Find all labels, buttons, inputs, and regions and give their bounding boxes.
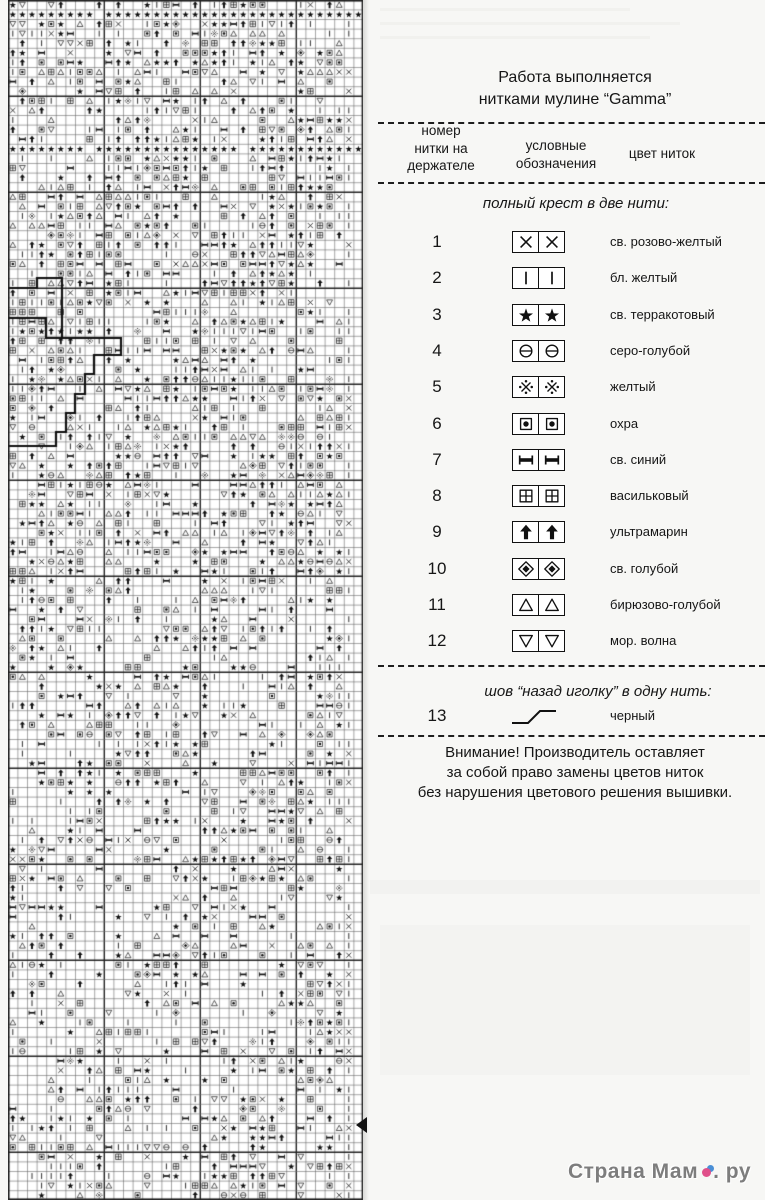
column-header-number <box>407 122 475 175</box>
full-cross-section-title: полный крест в две нити: <box>482 195 670 212</box>
symbol-cell <box>513 305 538 325</box>
dashed-divider <box>378 665 765 667</box>
symbol-cell <box>538 414 564 434</box>
symbol-cell <box>538 522 564 542</box>
thread-color-name: св. голубой <box>610 560 679 576</box>
star-icon <box>512 304 565 326</box>
symbol-cell <box>538 341 564 361</box>
symbol-cell <box>538 305 564 325</box>
thread-color-name: св. терракотовый <box>610 306 715 322</box>
symbol-cell <box>538 450 564 470</box>
watermark-text: Страна Мам <box>568 1160 699 1183</box>
bleed-through-shade <box>380 925 750 1075</box>
cross-icon <box>512 231 565 253</box>
thread-number: 1 <box>432 232 442 251</box>
thread-color-name: ультрамарин <box>610 524 688 540</box>
legend-row <box>378 448 765 472</box>
cross-stitch-chart-grid <box>8 0 364 1200</box>
bleed-through-shade <box>380 36 650 39</box>
diamond-icon <box>512 558 565 580</box>
symbol-cell <box>513 341 538 361</box>
column-header-number-line: номер <box>421 123 461 138</box>
thread-color-name: охра <box>610 415 639 431</box>
watermark-text: . ру <box>713 1160 752 1183</box>
thread-color-name: черный <box>610 708 656 723</box>
bar-icon <box>512 267 565 289</box>
symbol-cell <box>538 377 564 397</box>
symbol-cell <box>538 486 564 506</box>
column-header-symbol-line: обозначения <box>515 155 597 171</box>
reference-mark-icon <box>512 376 565 398</box>
notice-line3: без нарушения цветового решения вышивки. <box>417 784 733 801</box>
thread-number: 2 <box>432 268 442 288</box>
column-header-symbol-line: условные <box>525 138 587 153</box>
legend-row <box>378 557 765 581</box>
legend-row <box>378 303 765 327</box>
symbol-cell <box>538 268 564 288</box>
thread-color-name: желтый <box>610 379 656 395</box>
backstitch-section-title: шов “назад иголку” в одну нить: <box>484 683 712 700</box>
thread-number: 11 <box>428 595 446 614</box>
symbol-cell <box>513 559 538 579</box>
symbol-cell <box>538 559 564 579</box>
symbol-cell <box>538 232 564 252</box>
column-header-symbol <box>516 137 596 172</box>
thread-number: 6 <box>432 413 442 433</box>
symbol-cell <box>538 595 564 615</box>
legend-row-backstitch <box>378 704 765 728</box>
symbol-cell <box>513 450 538 470</box>
symbol-cell <box>513 595 538 615</box>
legend-row <box>378 593 765 617</box>
thread-color-name: бл. желтый <box>610 270 678 286</box>
legend-row <box>378 230 765 254</box>
legend-row <box>378 339 765 363</box>
center-marker-icon <box>356 1117 367 1133</box>
thread-number: 10 <box>427 558 447 578</box>
legend-title-line2: нитками мулине “Gamma” <box>478 91 672 108</box>
symbol-cell <box>513 522 538 542</box>
legend-row <box>378 375 765 399</box>
dashed-divider <box>378 735 765 737</box>
column-header-color: цвет ниток <box>628 146 696 161</box>
bleed-through-shade <box>370 880 760 894</box>
thread-number: 4 <box>432 340 442 360</box>
backstitch-line-icon <box>508 706 560 726</box>
symbol-cell <box>513 414 538 434</box>
thread-color-name: мор. волна <box>610 633 677 649</box>
legend-row <box>378 520 765 544</box>
dashed-divider <box>378 182 765 184</box>
site-watermark <box>568 1160 751 1184</box>
watermark-logo-icon <box>702 1168 711 1177</box>
triangle-up-icon <box>512 594 565 616</box>
thread-number: 7 <box>432 449 442 469</box>
square-plus-icon <box>512 485 565 507</box>
dot-square-icon <box>512 413 565 435</box>
thread-number: 12 <box>427 631 447 651</box>
symbol-cell <box>538 631 564 651</box>
thread-number: 5 <box>432 377 442 397</box>
legend-title-line1: Работа выполняется <box>498 69 652 86</box>
thread-number: 9 <box>432 522 442 542</box>
symbol-cell <box>513 377 538 397</box>
notice-line1: Внимание! Производитель оставляет <box>445 744 705 761</box>
column-header-number-line: держателе <box>407 158 475 173</box>
thread-color-name: серо-голубой <box>610 342 691 358</box>
thread-color-name: св. синий <box>610 451 667 467</box>
symbol-cell <box>513 631 538 651</box>
thread-color-name: бирюзово-голубой <box>610 597 721 612</box>
symbol-cell <box>513 486 538 506</box>
legend-row <box>378 266 765 290</box>
h-bar-icon <box>512 449 565 471</box>
circle-minus-icon <box>512 340 565 362</box>
legend-row <box>378 484 765 508</box>
bleed-through-shade <box>380 22 680 25</box>
bleed-through-shade <box>380 8 630 11</box>
arrow-up-icon <box>512 521 565 543</box>
thread-number: 8 <box>432 486 442 506</box>
thread-number: 3 <box>432 304 442 324</box>
symbol-cell <box>513 268 538 288</box>
symbol-cell <box>513 232 538 252</box>
chart-page-edge <box>363 0 369 1200</box>
notice-line2: за собой право замены цветов ниток <box>446 764 704 781</box>
legend-row <box>378 412 765 436</box>
thread-color-name: васильковый <box>610 488 689 504</box>
legend-row <box>378 629 765 653</box>
column-header-number-line: нитки на <box>414 140 468 156</box>
thread-color-name: св. розово-желтый <box>610 234 722 249</box>
thread-number: 13 <box>427 706 447 725</box>
triangle-down-icon <box>512 630 565 652</box>
